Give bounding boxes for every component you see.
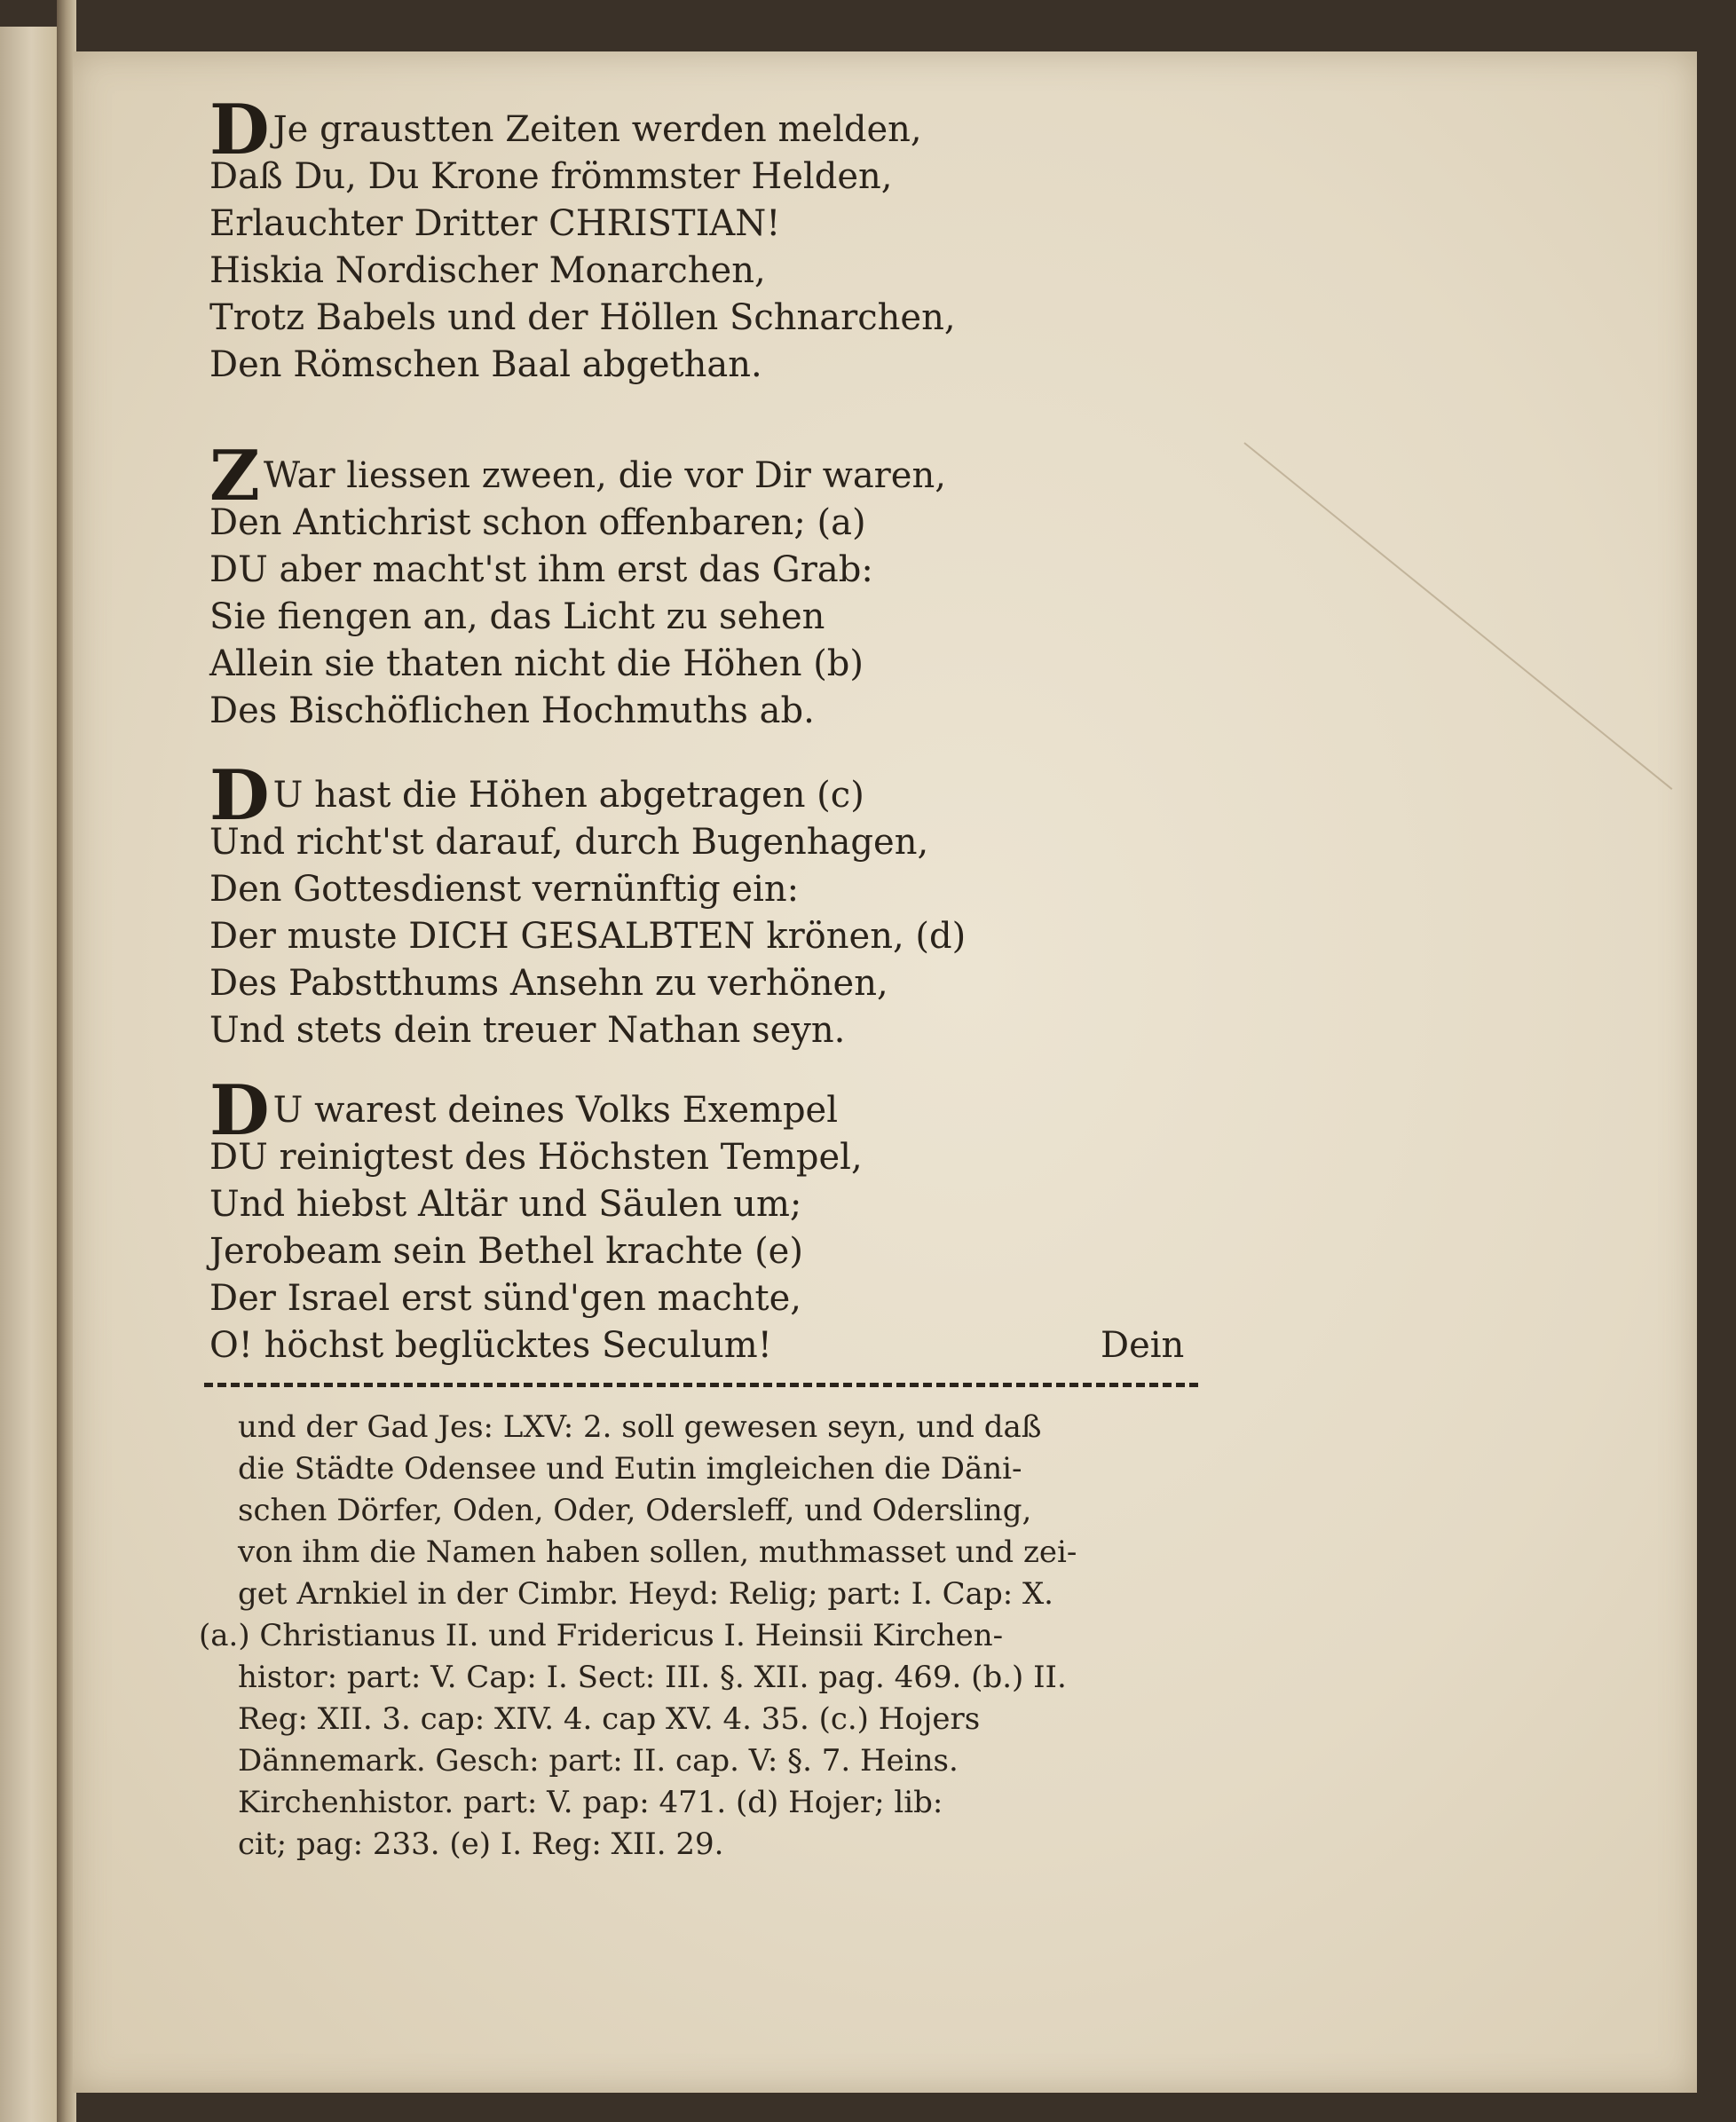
verse-line: Den Antichrist schon offenbaren; (a) [209, 502, 866, 543]
stanza-3 [209, 755, 1257, 1054]
verse-text: U warest deines Volks Exempel [272, 1090, 839, 1131]
verse-line: Erlauchter Dritter CHRISTIAN! [209, 203, 781, 244]
footnote-line: und der Gad Jes: LXV: 2. soll gewesen seyn, und daß [238, 1409, 1042, 1445]
verse-text: Je graustten Zeiten werden melden, [272, 109, 922, 150]
verse-line: Des Pabstthums Ansehn zu verhönen, [209, 963, 888, 1004]
verse-line [209, 755, 1257, 836]
footnote-line: get Arnkiel in der Cimbr. Heyd: Relig; part: I. Cap: X. [238, 1576, 1053, 1612]
verse-line: Den Gottesdienst vernünftig ein: [209, 869, 800, 910]
drop-initial: Z [209, 436, 260, 517]
footnote-line: histor: part: V. Cap: I. Sect: III. §. XII. pag. 469. (b.) II. [238, 1660, 1067, 1695]
verse-text: War liessen zween, die vor Dir waren, [263, 455, 946, 496]
footnote-line: Kirchenhistor. part: V. pap: 471. (d) Hojer; lib: [238, 1785, 943, 1820]
verse-line: Und hiebst Altär und Säulen um; [209, 1184, 802, 1225]
footnote-divider [204, 1383, 1198, 1392]
verse-line: Der Israel erst sünd'gen machte, [209, 1278, 801, 1319]
verse-line: Trotz Babels und der Höllen Schnarchen, [209, 297, 956, 338]
footnote-line: cit; pag: 233. (e) I. Reg: XII. 29. [238, 1826, 724, 1862]
drop-initial: D [209, 755, 270, 836]
verse-line: O! höchst beglücktes Seculum! [209, 1325, 772, 1366]
verse-line: Jerobeam sein Bethel krachte (e) [209, 1231, 803, 1272]
stanza-2 [209, 436, 1257, 735]
drop-initial: D [209, 1070, 270, 1151]
stanza-4 [209, 1070, 1257, 1369]
verse-line: DU aber macht'st ihm erst das Grab: [209, 549, 873, 590]
verse-line: DU reinigtest des Höchsten Tempel, [209, 1137, 863, 1178]
verse-line [209, 436, 1257, 517]
catchword: Dein [1101, 1325, 1185, 1366]
footnote-line: (a.) Christianus II. und Fridericus I. Heinsii Kirchen- [199, 1618, 1004, 1653]
verse-line: Den Römschen Baal abgethan. [209, 344, 762, 385]
verse-line: Daß Du, Du Krone frömmster Helden, [209, 156, 893, 197]
verse-line: Hiskia Nordischer Monarchen, [209, 250, 766, 291]
verse-line: Allein sie thaten nicht die Höhen (b) [209, 643, 864, 684]
footnote-line: schen Dörfer, Oden, Oder, Odersleff, und Odersling, [238, 1493, 1032, 1528]
verse-text: U hast die Höhen abgetragen (c) [272, 775, 864, 816]
footnote-line: von ihm die Namen haben sollen, muthmasset und zei- [238, 1534, 1077, 1570]
verse-line [209, 90, 1257, 170]
footnote-line: Dännemark. Gesch: part: II. cap. V: §. 7. Heins. [238, 1743, 959, 1779]
paper-crease [1243, 442, 1672, 790]
verse-line: Des Bischöflichen Hochmuths ab. [209, 690, 815, 731]
footnote-line: die Städte Odensee und Eutin imgleichen die Däni- [238, 1451, 1022, 1487]
drop-initial: D [209, 90, 270, 170]
verse-line: Der muste DICH GESALBTEN krönen, (d) [209, 916, 967, 957]
footnote-line: Reg: XII. 3. cap: XIV. 4. cap XV. 4. 35. (c.) Hojers [238, 1701, 981, 1737]
verse-line: Sie fiengen an, das Licht zu sehen [209, 596, 825, 637]
footnotes [199, 1407, 1205, 1866]
verse-line: Und richt'st darauf, durch Bugenhagen, [209, 822, 929, 863]
verse-line [209, 1070, 1257, 1151]
verse-line: Und stets dein treuer Nathan seyn. [209, 1010, 846, 1051]
stanza-1 [209, 90, 1257, 389]
